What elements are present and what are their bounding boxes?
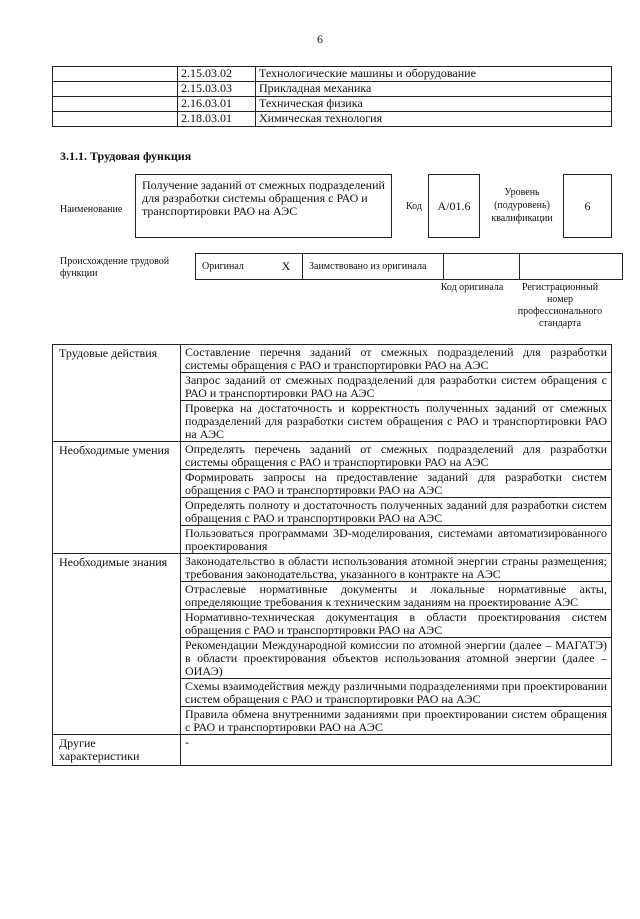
main-table <box>52 344 612 766</box>
page-number: 6 <box>317 32 323 46</box>
code-value-box: А/01.6 <box>428 174 480 238</box>
reg-number-cell <box>520 254 623 280</box>
item-cell: Запрос заданий от смежных подразделений для разработки систем обращения с РАО и транспортировки РАО на АЭС <box>181 373 612 401</box>
item-cell: Нормативно-техническая документация в области проектирования систем обращения с РАО и транспортировки РАО на АЭС <box>181 610 612 638</box>
category-cell: Необходимые знания <box>53 554 181 735</box>
codes-table <box>52 66 612 127</box>
table-row <box>53 67 612 82</box>
code-cell: 2.15.03.02 <box>178 67 256 82</box>
table-row <box>53 735 612 766</box>
name-cell: Химическая технология <box>256 112 612 127</box>
code-label: Код <box>406 201 422 212</box>
item-cell: Правила обмена внутренними заданиями при проектировании систем обращения с РАО и транспортировки РАО на АЭС <box>181 707 612 735</box>
section-title: 3.1.1. Трудовая функция <box>60 149 192 163</box>
table-row <box>53 442 612 470</box>
item-cell: Рекомендации Международной комиссии по атомной энергии (далее – МАГАТЭ) в области проектирования объектов использования атомной энергии (далее – ОИАЭ) <box>181 638 612 679</box>
original-cell: Оригинал <box>196 254 271 280</box>
item-cell: - <box>181 735 612 766</box>
name-cell: Технологические машины и оборудование <box>256 67 612 82</box>
code-caption: Код оригинала <box>440 282 504 293</box>
name-label: Наименование <box>60 204 123 215</box>
table-row <box>53 112 612 127</box>
category-cell: Необходимые умения <box>53 442 181 554</box>
item-cell: Схемы взаимодействия между различными подразделениями при проектировании систем обращения с РАО и транспортировки РАО на АЭС <box>181 679 612 707</box>
origin-table <box>195 253 623 280</box>
origin-label: Происхождение трудовой функции <box>60 256 170 279</box>
item-cell: Законодательство в области использования атомной энергии страны размещения; требования законодательства, указанного в контракте на АЭС <box>181 554 612 582</box>
table-row <box>196 254 623 280</box>
item-cell: Определять полноту и достаточность полученных заданий для разработки систем обращения с РАО и транспортировки РАО на АЭС <box>181 498 612 526</box>
level-label: Уровень (подуровень) квалификации <box>491 187 553 224</box>
item-cell: Определять перечень заданий от смежных подразделений для разработки системы обращения с РАО и транспортировки РАО на АЭС <box>181 442 612 470</box>
origin-code-cell <box>444 254 520 280</box>
original-mark: X <box>270 254 303 280</box>
table-row <box>53 97 612 112</box>
level-value-box: 6 <box>563 174 612 238</box>
item-cell: Проверка на достаточность и корректность полученных заданий от смежных подразделений для разработки систем обращения с РАО и транспортировки РАО на АЭС <box>181 401 612 442</box>
item-cell: Формировать запросы на предоставление заданий для разработки систем обращения с РАО и транспортировки РАО на АЭС <box>181 470 612 498</box>
name-cell: Техническая физика <box>256 97 612 112</box>
borrowed-cell: Заимствовано из оригинала <box>303 254 444 280</box>
item-cell: Составление перечня заданий от смежных подразделений для разработки системы обращения с РАО и транспортировки РАО на АЭС <box>181 345 612 373</box>
name-cell: Прикладная механика <box>256 82 612 97</box>
item-cell: Пользоваться программами 3D-моделирования, системами автоматизированного проектирования <box>181 526 612 554</box>
category-cell: Трудовые действия <box>53 345 181 442</box>
category-cell: Другие характеристики <box>53 735 181 766</box>
code-cell: 2.15.03.03 <box>178 82 256 97</box>
code-cell: 2.16.03.01 <box>178 97 256 112</box>
function-name-box: Получение заданий от смежных подразделений для разработки системы обращения с РАО и транспортировки РАО на АЭС <box>135 174 392 238</box>
reg-caption: Регистрационный номер профессионального стандарта <box>517 282 603 329</box>
table-row <box>53 345 612 373</box>
table-row <box>53 554 612 582</box>
table-row <box>53 82 612 97</box>
item-cell: Отраслевые нормативные документы и локальные нормативные акты, определяющие требования к техническим заданиям на проектирование АЭС <box>181 582 612 610</box>
code-cell: 2.18.03.01 <box>178 112 256 127</box>
